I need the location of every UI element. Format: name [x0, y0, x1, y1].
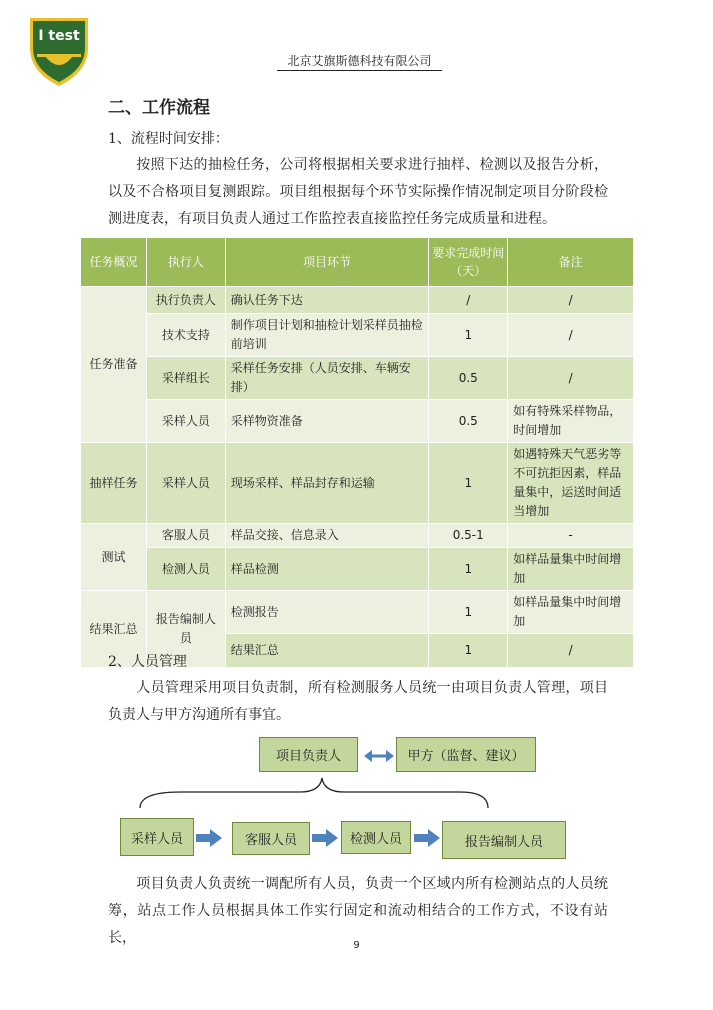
person-cell: 客服人员 [146, 524, 225, 548]
step-cell: 样品交接、信息录入 [225, 524, 429, 548]
person-cell: 报告编制人员 [146, 591, 225, 668]
person-cell: 采样人员 [146, 400, 225, 443]
group-cell: 抽样任务 [81, 443, 147, 524]
logo-text: I test [38, 28, 80, 44]
days-cell: 1 [429, 634, 508, 668]
header-person: 执行人 [146, 238, 225, 287]
subsection-title-schedule: 1、流程时间安排： [108, 131, 229, 147]
days-cell: / [429, 287, 508, 314]
header-note: 备注 [508, 238, 634, 287]
box-report-writer: 报告编制人员 [442, 821, 566, 859]
person-cell: 检测人员 [146, 548, 225, 591]
step-cell: 确认任务下达 [225, 287, 429, 314]
box-project-manager: 项目负责人 [259, 737, 358, 772]
subsection-title-personnel: 2、人员管理 [108, 654, 187, 670]
days-cell: 1 [429, 443, 508, 524]
note-cell: / [508, 634, 634, 668]
person-cell: 技术支持 [146, 314, 225, 357]
person-cell: 执行负责人 [146, 287, 225, 314]
step-cell: 检测报告 [225, 591, 429, 634]
note-cell: / [508, 357, 634, 400]
section-title: 二、工作流程 [108, 98, 210, 118]
step-cell: 现场采样、样品封存和运输 [225, 443, 429, 524]
group-cell: 结果汇总 [81, 591, 147, 668]
step-cell: 采样任务安排（人员安排、车辆安排） [225, 357, 429, 400]
note-cell: / [508, 287, 634, 314]
arrow-right-icon [414, 829, 440, 847]
group-cell: 测试 [81, 524, 147, 591]
days-cell: 1 [429, 314, 508, 357]
note-cell: / [508, 314, 634, 357]
note-cell: 如样品量集中时间增加 [508, 591, 634, 634]
days-cell: 0.5-1 [429, 524, 508, 548]
note-cell: - [508, 524, 634, 548]
step-cell: 制作项目计划和抽检计划采样员抽检前培训 [225, 314, 429, 357]
header-days: 要求完成时间（天） [429, 238, 508, 287]
days-cell: 1 [429, 591, 508, 634]
box-client: 甲方（监督、建议） [396, 737, 536, 772]
page-number: 9 [353, 940, 360, 951]
brace-icon [140, 778, 488, 808]
step-cell: 结果汇总 [225, 634, 429, 668]
paragraph-schedule-text: 按照下达的抽检任务，公司将根据相关要求进行抽样、检测以及报告分析，以及不合格项目复测跟踪。项目组根据每个环节实际操作情况制定项目分阶段检测进度表，有项目负责人通过工作监控表直接监控任务完成质量和进程。 [108, 157, 608, 227]
paragraph-personnel-text: 人员管理采用项目负责制，所有检测服务人员统一由项目负责人管理，项目负责人与甲方沟通所有事宜。 [108, 680, 608, 723]
person-cell: 采样组长 [146, 357, 225, 400]
box-customer-service: 客服人员 [232, 822, 310, 855]
double-arrow-icon [364, 750, 394, 762]
step-cell: 样品检测 [225, 548, 429, 591]
note-cell: 如遇特殊天气恶劣等不可抗拒因素，样品量集中，运送时间适当增加 [508, 443, 634, 524]
box-sampler: 采样人员 [120, 818, 194, 856]
note-cell: 如有特殊采样物品，时间增加 [508, 400, 634, 443]
paragraph-coordination-text: 项目负责人负责统一调配所有人员，负责一个区域内所有检测站点的人员统筹，站点工作人员根据具体工作实行固定和流动相结合的工作方式，不设有站长， [108, 876, 608, 946]
step-cell: 采样物资准备 [225, 400, 429, 443]
person-cell: 采样人员 [146, 443, 225, 524]
days-cell: 0.5 [429, 357, 508, 400]
header-step: 项目环节 [225, 238, 429, 287]
box-tester: 检测人员 [341, 821, 411, 854]
group-cell: 任务准备 [81, 287, 147, 443]
header-task: 任务概况 [81, 238, 147, 287]
days-cell: 1 [429, 548, 508, 591]
arrow-right-icon [312, 829, 338, 847]
days-cell: 0.5 [429, 400, 508, 443]
note-cell: 如样品量集中时间增加 [508, 548, 634, 591]
company-name: 北京艾旗斯德科技有限公司 [277, 52, 442, 71]
arrow-right-icon [196, 829, 222, 847]
